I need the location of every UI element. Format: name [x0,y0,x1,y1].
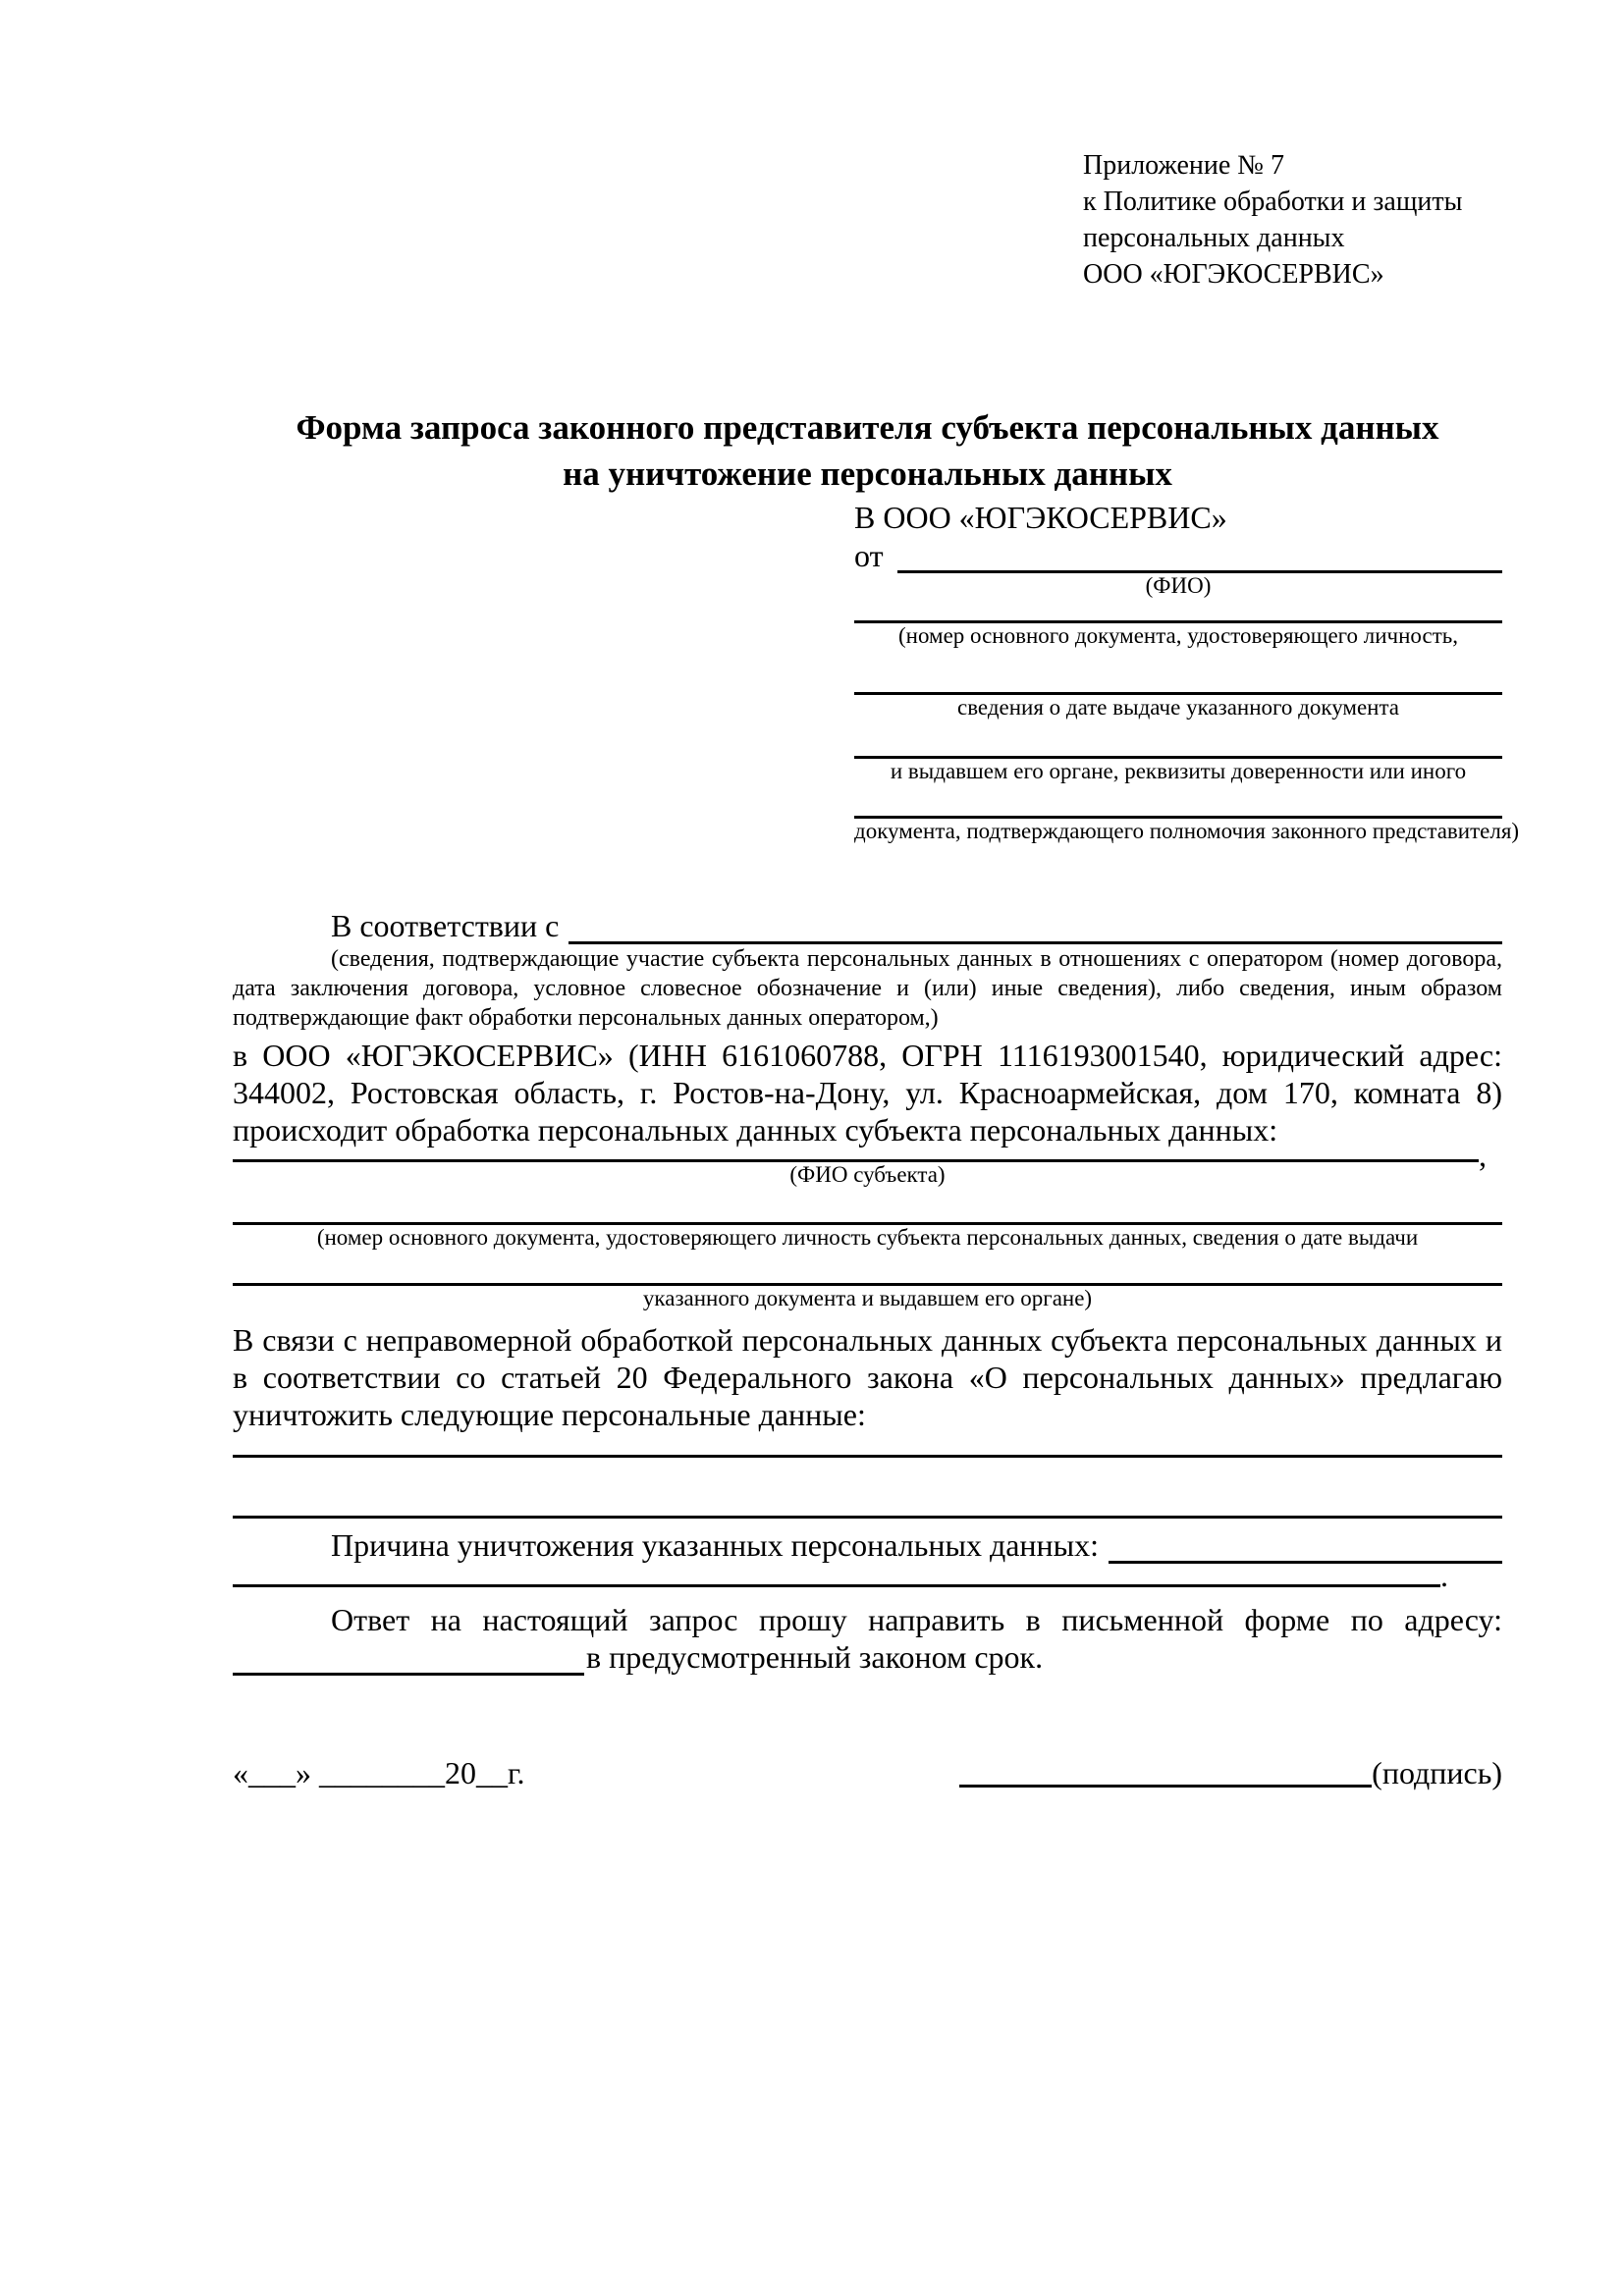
data-to-destroy-blank-line-1 [233,1455,1502,1458]
reason-row [233,1526,1502,1564]
trailing-comma: , [1479,1138,1487,1173]
reason-continuation-blank-line [233,1564,1440,1587]
document-number-caption: (номер основного документа, удостоверяющего личность, [897,623,1458,648]
reason-label: Причина уничтожения указанных персональных данных: [331,1527,1100,1563]
date-template: «___» ________20__г. [233,1755,525,1790]
reason-continuation-row [233,1558,1502,1593]
page-title [233,404,1502,497]
page-title-line-1: Форма запроса законного представителя субъекта персональных данных [296,408,1439,447]
subject-document-caption: (номер основного документа, удостоверяющего личность субъекта персональных данных, сведения о дате выдачи [316,1225,1419,1250]
appendix-line: ООО «ЮГЭКОСЕРВИС» [1083,259,1384,290]
answer-address-row [233,1638,1502,1676]
from-name-blank-line [897,538,1502,573]
accordance-blank-line [568,907,1502,944]
addressee-to: В ООО «ЮГЭКОСЕРВИС» [854,500,1227,535]
from-row [854,538,1502,573]
subject-fio-row [233,1138,1502,1173]
addressee-block [854,497,1520,844]
accordance-row [233,907,1502,944]
power-of-attorney-caption: документа, подтверждающего полномочия законного представителя) [854,819,1520,843]
appendix-line: к Политике обработки и защиты [1083,187,1463,217]
document-content [233,0,1520,1790]
operator-paragraph: в ООО «ЮГЭКОСЕРВИС» (ИНН 6161060788, ОГРН 1116193001540, юридический адрес: 344002, Ростовская область, г. Ростов-на-Дону, ул. Красноармейская, дом 170, комната 8) происходит обработка персональных данных субъекта персональных данных: [233,1038,1502,1148]
accordance-note: (сведения, подтверждающие участие субъекта персональных данных в отношениях с оператором (номер договора, дата заключения договора, условное словесное обозначение и (или) иные сведения), либо сведения, иным образом подтверждающие факт обработки персональных данных оператором,) [233,946,1502,1031]
from-label: от [854,538,884,573]
answer-paragraph: Ответ на настоящий запрос прошу направить в письменной форме по адресу: [331,1602,1502,1637]
fio-caption: (ФИО) [1145,573,1212,598]
request-paragraph: В связи с неправомерной обработкой персональных данных субъекта персональных данных и в соответствии со статьей 20 Федерального закона «О персональных данных» предлагаю уничтожить следующие персональные данные: [233,1322,1502,1432]
data-to-destroy-blank-line-2 [233,1516,1502,1519]
footer-row [233,1755,1502,1790]
signature-caption: (подпись) [1372,1755,1502,1790]
trailing-period: . [1440,1558,1448,1593]
issue-date-caption: сведения о дате выдаче указанного документа [956,695,1400,720]
appendix-line: персональных данных [1083,223,1345,253]
subject-authority-caption: указанного документа и выдавшем его органе) [642,1286,1093,1310]
subject-fio-caption: (ФИО субъекта) [789,1162,946,1187]
appendix-header [1083,147,1502,293]
signature-blank-line [959,1758,1372,1788]
signature-group [959,1755,1502,1790]
issuing-authority-caption: и выдавшем его органе, реквизиты доверенности или иного [890,759,1467,783]
accordance-label: В соответствии с [331,908,560,943]
page-title-line-2: на уничтожение персональных данных [563,454,1172,493]
answer-suffix: в предусмотренный законом срок. [586,1639,1044,1675]
address-blank-line [233,1638,584,1676]
appendix-line: Приложение № 7 [1083,150,1284,181]
subject-fio-blank-line [233,1148,1479,1162]
